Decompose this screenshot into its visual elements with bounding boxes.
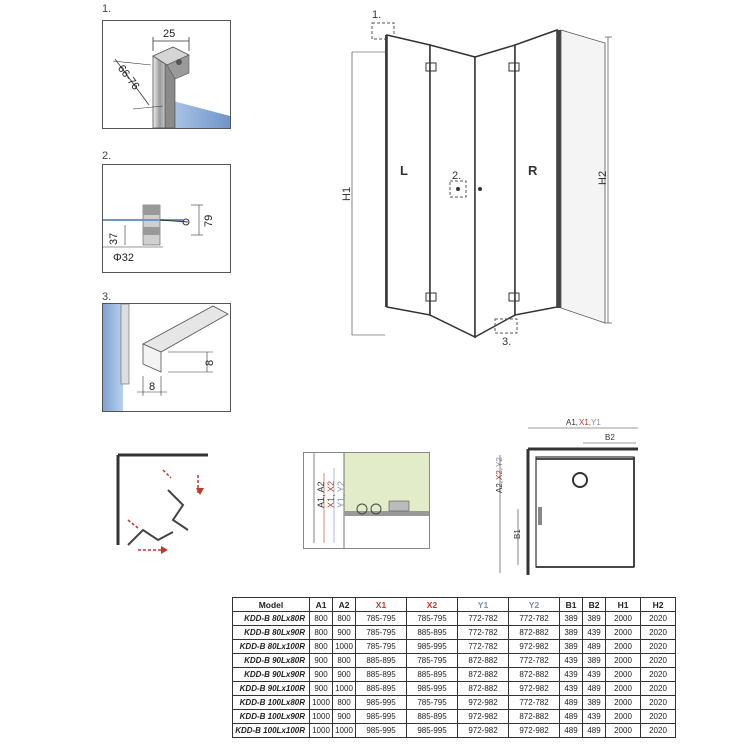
top-dim-y: Y1 [591,418,601,427]
table-cell: 1000 [333,724,356,738]
plan-dim-a: A1, A2 [316,481,326,508]
table-cell: 785-795 [356,640,407,654]
col-y2: Y2 [509,598,560,612]
table-cell: KDD-B 80Lx90R [233,626,310,640]
plan-dim-y: Y1, Y2 [336,481,346,508]
table-cell: 900 [333,668,356,682]
detail-1-width-dim: 25 [163,28,176,40]
table-cell: 489 [583,640,606,654]
table-cell: 900 [310,682,333,696]
spec-table [232,597,676,738]
col-b2: B2 [583,598,606,612]
table-cell: 785-795 [407,612,458,626]
table-cell: 2000 [606,668,641,682]
table-cell: 872-882 [509,710,560,724]
table-row [233,654,676,668]
detail-1-panel [102,20,231,129]
table-cell: 985-995 [356,724,407,738]
table-row [233,682,676,696]
table-cell: 972-982 [509,724,560,738]
table-cell: 985-995 [356,696,407,710]
callout-2: 2. [452,170,462,182]
table-cell: 489 [583,724,606,738]
table-cell: 489 [560,696,583,710]
table-cell: 985-995 [407,640,458,654]
col-a2: A2 [333,598,356,612]
detail-2-drawing [103,165,230,272]
table-cell: KDD-B 90Lx80R [233,654,310,668]
table-cell: 489 [560,724,583,738]
table-cell: 872-882 [458,668,509,682]
table-row [233,612,676,626]
detail-3-width-dim: 8 [149,381,156,393]
table-cell: 972-982 [458,696,509,710]
table-cell: 2000 [606,612,641,626]
table-cell: 1000 [310,724,333,738]
table-cell: 885-895 [407,668,458,682]
table-cell: 900 [333,626,356,640]
table-cell: KDD-B 80Lx80R [233,612,310,626]
dim-h1: H1 [341,186,353,201]
side-dim-a: A2, [495,480,504,493]
table-cell: 800 [310,612,333,626]
table-row [233,710,676,724]
detail-2-height-dim: 79 [203,214,215,227]
table-cell: 885-895 [356,668,407,682]
plan-detail-drawing [304,453,429,548]
table-cell: 872-882 [458,682,509,696]
table-cell: 2020 [641,626,676,640]
table-cell: 439 [583,710,606,724]
col-y1: Y1 [458,598,509,612]
table-row [233,696,676,710]
table-cell: 900 [310,654,333,668]
dim-h2: H2 [597,170,609,185]
col-a1: A1 [310,598,333,612]
table-cell: 1000 [310,710,333,724]
table-cell: 439 [583,668,606,682]
table-cell: 389 [583,654,606,668]
table-row [233,626,676,640]
table-cell: 972-982 [509,640,560,654]
table-cell: 972-982 [458,710,509,724]
side-dim-b1: B1 [513,529,522,539]
table-cell: 785-795 [356,612,407,626]
table-cell: 389 [560,626,583,640]
table-cell: KDD-B 100Lx80R [233,696,310,710]
table-cell: 985-995 [407,724,458,738]
table-header-row [233,598,676,612]
table-cell: 772-782 [509,612,560,626]
table-cell: 2020 [641,668,676,682]
top-dim-x: X1, [579,418,592,427]
table-cell: 2000 [606,724,641,738]
table-cell: 2000 [606,682,641,696]
table-cell: 2000 [606,640,641,654]
table-cell: 2020 [641,682,676,696]
table-row [233,724,676,738]
top-dim-b2: B2 [605,433,615,442]
table-cell: 1000 [333,640,356,654]
table-cell: 2020 [641,696,676,710]
plan-rotation-diagram [108,450,228,560]
table-cell: 872-882 [509,626,560,640]
table-cell: 900 [333,710,356,724]
table-cell: 439 [583,626,606,640]
detail-3-panel [102,303,231,412]
detail-2-label: 2. [102,150,112,162]
table-cell: 872-882 [509,668,560,682]
table-cell: 785-795 [356,626,407,640]
plan-detail-panel [303,452,430,549]
table-cell: 985-995 [356,710,407,724]
table-cell: 772-782 [509,654,560,668]
left-door-label: L [400,163,408,178]
detail-3-height-dim: 8 [204,359,216,366]
table-cell: 389 [560,612,583,626]
side-dim-x: X2, [495,467,504,480]
table-cell: 439 [560,682,583,696]
table-cell: 885-895 [356,654,407,668]
detail-1-drawing [103,21,230,128]
detail-2-panel [102,164,231,273]
table-body [233,612,676,738]
right-door-label: R [528,163,538,178]
table-cell: KDD-B 100Lx100R [233,724,310,738]
table-cell: 785-795 [407,654,458,668]
table-cell: 800 [310,626,333,640]
table-cell: 489 [583,682,606,696]
table-cell: 439 [560,668,583,682]
table-cell: 885-895 [407,710,458,724]
table-cell: 2020 [641,612,676,626]
col-b1: B1 [560,598,583,612]
top-dim-a: A1, [566,418,579,427]
table-cell: 2020 [641,640,676,654]
table-cell: 800 [310,640,333,654]
detail-2-diameter-dim: Φ32 [113,252,135,264]
col-h1: H1 [606,598,641,612]
detail-3-label: 3. [102,291,112,303]
callout-1: 1. [372,9,382,21]
table-cell: 772-782 [458,640,509,654]
table-cell: 2020 [641,654,676,668]
table-cell: 1000 [310,696,333,710]
table-cell: 2020 [641,724,676,738]
col-x1: X1 [356,598,407,612]
detail-1-range-dim: 66-76 [114,62,142,93]
table-cell: 885-895 [407,626,458,640]
table-row [233,640,676,654]
table-cell: 2020 [641,710,676,724]
table-cell: 800 [333,696,356,710]
table-cell: KDD-B 80Lx100R [233,640,310,654]
col-model: Model [233,598,310,612]
table-cell: 439 [560,654,583,668]
detail-1-label: 1. [102,3,112,15]
table-cell: 800 [333,612,356,626]
table-cell: 900 [310,668,333,682]
plan-dim-x: X1, X2 [326,480,336,508]
table-cell: 985-995 [407,682,458,696]
table-cell: 885-895 [356,682,407,696]
table-cell: 389 [560,640,583,654]
table-cell: KDD-B 90Lx100R [233,682,310,696]
table-cell: 972-982 [509,682,560,696]
table-row [233,668,676,682]
table-cell: 772-782 [458,612,509,626]
top-view-drawing [488,415,648,580]
table-cell: 2000 [606,696,641,710]
table-cell: 1000 [333,682,356,696]
col-h2: H2 [641,598,676,612]
table-cell: 2000 [606,654,641,668]
table-cell: 389 [583,696,606,710]
detail-3-drawing [103,304,230,411]
table-cell: 872-882 [458,654,509,668]
detail-2-offset-dim: 37 [108,232,120,245]
table-cell: 785-795 [407,696,458,710]
callout-3: 3. [502,336,512,345]
table-cell: 2000 [606,626,641,640]
table-cell: 489 [560,710,583,724]
table-cell: 972-982 [458,724,509,738]
side-dim-y: Y2 [495,457,504,467]
table-cell: 772-782 [509,696,560,710]
table-cell: 800 [333,654,356,668]
main-elevation-drawing [330,5,620,345]
table-cell: KDD-B 90Lx90R [233,668,310,682]
table-cell: 389 [583,612,606,626]
table-cell: KDD-B 100Lx90R [233,710,310,724]
table-cell: 2000 [606,710,641,724]
col-x2: X2 [407,598,458,612]
table-cell: 772-782 [458,626,509,640]
